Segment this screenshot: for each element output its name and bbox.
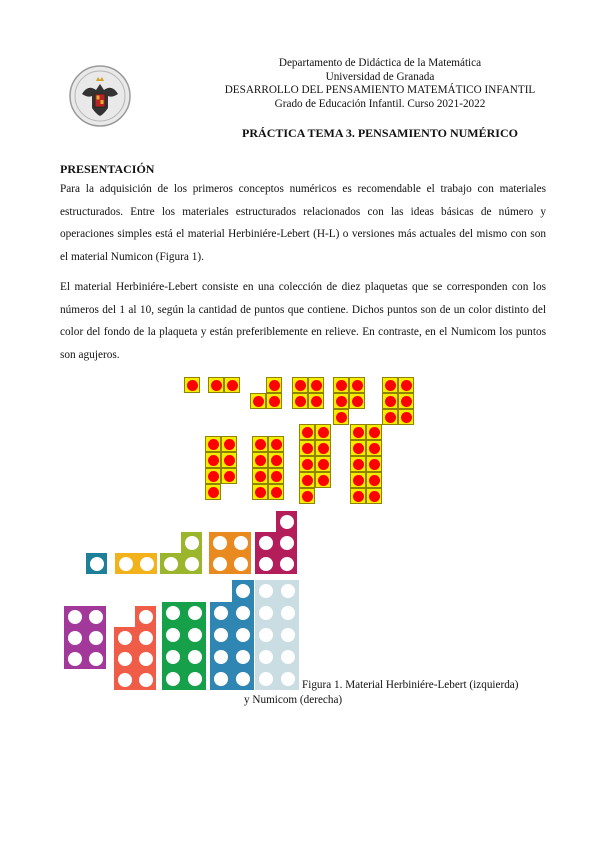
hl-plate-10-cell xyxy=(350,456,366,472)
hl-plate-7-dot xyxy=(224,439,235,450)
numicon-piece-10-hole xyxy=(281,628,295,642)
hl-plate-10-cell xyxy=(366,472,382,488)
hl-plate-5-cell xyxy=(349,393,365,409)
numicon-piece-2-hole xyxy=(119,557,133,571)
hl-plate-7-cell xyxy=(205,452,221,468)
numicon-piece-7-hole xyxy=(139,631,153,645)
numicon-piece-7-hole xyxy=(118,652,132,666)
numicon-piece-7-cell xyxy=(135,627,156,648)
hl-plate-7-cell xyxy=(205,484,221,500)
hl-plate-3-cell xyxy=(266,393,282,409)
numicon-piece-10-hole xyxy=(259,628,273,642)
hl-plate-9-cell xyxy=(299,440,315,456)
hl-plate-10-cell xyxy=(350,440,366,456)
hl-plate-7-cell xyxy=(205,468,221,484)
numicon-piece-9-cell xyxy=(232,668,254,690)
figure-caption: Figura 1. Material Herbiniére-Lebert (izquierda) xyxy=(302,679,519,691)
hl-plate-10-cell xyxy=(350,472,366,488)
numicon-piece-9-cell xyxy=(232,580,254,602)
hl-plate-2-cell xyxy=(208,377,224,393)
hl-plate-6-cell xyxy=(398,393,414,409)
numicon-piece-10-cell xyxy=(277,602,299,624)
hl-plate-6-dot xyxy=(401,396,412,407)
numicon-piece-9-hole xyxy=(236,584,250,598)
hl-plate-7-dot xyxy=(208,471,219,482)
hl-plate-9-dot xyxy=(318,443,329,454)
numicon-piece-6-hole xyxy=(89,610,103,624)
paragraph-intro: Para la adquisición de los primeros conceptos numéricos es recomendable el trabajo con materiales estructurados. Entre los materiales estructurados relacionados con las ideas básicas de número y operaciones simples está el material Herbiniére-Lebert (H-L) o versiones más actuales del mismo con son el material Numicon (Figura 1). xyxy=(60,183,546,263)
hl-plate-3-cell xyxy=(266,377,282,393)
hl-plate-8-dot xyxy=(255,439,266,450)
hl-plate-5-dot xyxy=(352,380,363,391)
numicon-piece-10-hole xyxy=(259,650,273,664)
hl-plate-3-cell xyxy=(250,393,266,409)
hl-plate-5-cell xyxy=(333,409,349,425)
paragraph-herbiniere-description: El material Herbiniére-Lebert consiste en una colección de diez plaquetas que se corresponden con los números del 1 al 10, según la cantidad de puntos que contiene. Dichos puntos son de un color distinto del color del fondo de la plaqueta y están preferiblemente en relieve. En contraste, en el Numicom los puntos son agujeros. xyxy=(60,281,546,361)
numicon-piece-3-hole xyxy=(185,557,199,571)
numicon-piece-6-hole xyxy=(68,631,82,645)
hl-plate-8-cell xyxy=(252,484,268,500)
hl-plate-9-cell xyxy=(315,440,331,456)
hl-plate-9-cell xyxy=(299,472,315,488)
hl-plate-10-dot xyxy=(369,475,380,486)
numicon-piece-6-hole xyxy=(89,631,103,645)
hl-plate-9-dot xyxy=(318,459,329,470)
hl-plate-10-cell xyxy=(350,488,366,504)
hl-plate-9-dot xyxy=(302,475,313,486)
numicon-piece-9-cell xyxy=(232,624,254,646)
numicon-piece-4-cell xyxy=(230,532,251,553)
numicon-piece-7-cell xyxy=(135,648,156,669)
numicon-piece-5-hole xyxy=(280,515,294,529)
numicon-piece-7-hole xyxy=(139,652,153,666)
hl-plate-4-cell xyxy=(308,393,324,409)
hl-plate-6-cell xyxy=(382,377,398,393)
hl-plate-3-dot xyxy=(269,380,280,391)
numicon-piece-5-cell xyxy=(255,532,276,553)
hl-plate-7-dot xyxy=(224,455,235,466)
numicon-piece-9-hole xyxy=(214,628,228,642)
numicon-piece-7-cell xyxy=(114,627,135,648)
numicon-piece-7-hole xyxy=(139,610,153,624)
hl-plate-9-cell xyxy=(299,488,315,504)
numicon-piece-10-hole xyxy=(259,584,273,598)
numicon-piece-4-hole xyxy=(213,557,227,571)
numicon-piece-7-cell xyxy=(135,606,156,627)
numicon-piece-5-hole xyxy=(280,557,294,571)
numicon-piece-6-cell xyxy=(64,648,85,669)
numicon-piece-7-cell xyxy=(114,669,135,690)
numicon-piece-3-hole xyxy=(185,536,199,550)
numicon-piece-10-hole xyxy=(281,584,295,598)
numicon-piece-1-hole xyxy=(90,557,104,571)
hl-plate-5-cell xyxy=(333,393,349,409)
numicon-piece-8-cell xyxy=(162,668,184,690)
hl-plate-4-dot xyxy=(311,380,322,391)
numicon-piece-7-cell xyxy=(114,648,135,669)
numicon-piece-10-cell xyxy=(255,668,277,690)
numicon-piece-8-hole xyxy=(166,672,180,686)
hl-plate-2-cell xyxy=(224,377,240,393)
hl-plate-6-dot xyxy=(401,412,412,423)
hl-plate-8-dot xyxy=(255,487,266,498)
header-university: Universidad de Granada xyxy=(325,70,435,83)
hl-plate-9-cell xyxy=(315,472,331,488)
numicon-piece-8-hole xyxy=(188,628,202,642)
hl-plate-10-dot xyxy=(353,459,364,470)
numicon-piece-6-hole xyxy=(68,652,82,666)
hl-plate-10-dot xyxy=(353,491,364,502)
numicon-piece-8-hole xyxy=(166,650,180,664)
numicon-piece-6-cell xyxy=(64,606,85,627)
numicon-piece-8-cell xyxy=(184,602,206,624)
numicon-piece-9-hole xyxy=(236,628,250,642)
numicon-piece-7-hole xyxy=(139,673,153,687)
numicon-piece-10-cell xyxy=(277,624,299,646)
numicon-piece-4-hole xyxy=(234,557,248,571)
numicon-piece-4-hole xyxy=(213,536,227,550)
hl-plate-9-dot xyxy=(302,427,313,438)
figure-caption-continued: y Numicom (derecha) xyxy=(244,694,343,706)
hl-plate-9-dot xyxy=(318,427,329,438)
hl-plate-9-cell xyxy=(299,456,315,472)
hl-plate-8-cell xyxy=(268,468,284,484)
hl-plate-10-cell xyxy=(366,488,382,504)
hl-plate-9-dot xyxy=(318,475,329,486)
hl-plate-10-dot xyxy=(353,475,364,486)
hl-plate-10-cell xyxy=(350,424,366,440)
numicon-piece-6-cell xyxy=(85,648,106,669)
numicon-piece-9-hole xyxy=(236,606,250,620)
numicon-piece-2-cell xyxy=(115,553,136,574)
numicon-piece-8-hole xyxy=(188,606,202,620)
hl-plate-1-cell xyxy=(184,377,200,393)
hl-plate-5-dot xyxy=(352,396,363,407)
numicon-piece-8-hole xyxy=(166,606,180,620)
hl-plate-5-dot xyxy=(336,380,347,391)
numicon-piece-4-cell xyxy=(209,532,230,553)
numicon-piece-10-cell xyxy=(255,624,277,646)
numicon-piece-4-cell xyxy=(230,553,251,574)
hl-plate-5-dot xyxy=(336,412,347,423)
hl-plate-10-dot xyxy=(369,427,380,438)
hl-plate-7-dot xyxy=(208,455,219,466)
hl-plate-3-dot xyxy=(253,396,264,407)
numicon-piece-2-hole xyxy=(140,557,154,571)
numicon-piece-9-cell xyxy=(232,646,254,668)
hl-plate-6-dot xyxy=(385,380,396,391)
numicon-piece-7-cell xyxy=(135,669,156,690)
numicon-piece-8-hole xyxy=(188,672,202,686)
hl-plate-6-dot xyxy=(401,380,412,391)
numicon-piece-5-cell xyxy=(255,553,276,574)
hl-plate-8-dot xyxy=(271,439,282,450)
hl-plate-6-cell xyxy=(382,409,398,425)
numicon-piece-4-hole xyxy=(234,536,248,550)
hl-plate-8-dot xyxy=(255,471,266,482)
numicon-piece-8-cell xyxy=(184,624,206,646)
header-degree-year: Grado de Educación Infantil. Curso 2021-2022 xyxy=(274,97,486,110)
numicon-piece-8-hole xyxy=(188,650,202,664)
numicon-piece-9-cell xyxy=(210,668,232,690)
numicon-piece-8-cell xyxy=(162,602,184,624)
numicon-piece-9-hole xyxy=(236,650,250,664)
hl-plate-9-cell xyxy=(315,424,331,440)
hl-plate-8-cell xyxy=(268,452,284,468)
numicon-piece-9-cell xyxy=(232,602,254,624)
numicon-piece-6-cell xyxy=(64,627,85,648)
hl-plate-4-dot xyxy=(295,380,306,391)
numicon-piece-10-cell xyxy=(255,646,277,668)
hl-plate-8-cell xyxy=(252,468,268,484)
numicon-piece-10-hole xyxy=(281,606,295,620)
numicon-piece-4-cell xyxy=(209,553,230,574)
hl-plate-5-cell xyxy=(349,377,365,393)
hl-plate-7-dot xyxy=(208,487,219,498)
numicon-piece-9-hole xyxy=(214,672,228,686)
numicon-piece-5-hole xyxy=(280,536,294,550)
numicon-piece-5-hole xyxy=(259,557,273,571)
hl-plate-8-dot xyxy=(271,455,282,466)
hl-plate-6-dot xyxy=(385,412,396,423)
hl-plate-8-dot xyxy=(271,487,282,498)
numicon-piece-10-hole xyxy=(259,672,273,686)
hl-plate-10-cell xyxy=(366,456,382,472)
numicon-piece-9-hole xyxy=(214,606,228,620)
institution-header xyxy=(150,57,600,111)
numicon-piece-9-cell xyxy=(210,602,232,624)
header-course-title: DESARROLLO DEL PENSAMIENTO MATEMÁTICO INFANTIL xyxy=(224,84,536,97)
hl-plate-4-dot xyxy=(311,396,322,407)
hl-plate-6-cell xyxy=(398,409,414,425)
hl-plate-10-dot xyxy=(369,443,380,454)
numicon-piece-1-cell xyxy=(86,553,107,574)
numicon-piece-6-hole xyxy=(68,610,82,624)
numicon-piece-10-hole xyxy=(281,650,295,664)
hl-plate-7-cell xyxy=(221,452,237,468)
section-heading: PRESENTACIÓN xyxy=(60,162,155,176)
hl-plate-10-dot xyxy=(369,491,380,502)
hl-plate-4-cell xyxy=(308,377,324,393)
hl-plate-10-cell xyxy=(366,440,382,456)
numicon-piece-8-hole xyxy=(166,628,180,642)
numicon-piece-9-hole xyxy=(214,650,228,664)
numicon-piece-5-hole xyxy=(259,536,273,550)
hl-plate-6-cell xyxy=(382,393,398,409)
numicon-piece-5-cell xyxy=(276,511,297,532)
numicon-piece-9-cell xyxy=(210,624,232,646)
numicon-piece-6-hole xyxy=(89,652,103,666)
numicon-piece-3-cell xyxy=(160,553,181,574)
numicon-piece-3-cell xyxy=(181,532,202,553)
hl-plate-8-cell xyxy=(268,436,284,452)
hl-plate-8-dot xyxy=(255,455,266,466)
university-crest-logo xyxy=(68,64,132,128)
hl-plate-4-cell xyxy=(292,393,308,409)
numicon-piece-7-hole xyxy=(118,631,132,645)
hl-plate-10-cell xyxy=(366,424,382,440)
numicon-piece-8-cell xyxy=(162,646,184,668)
hl-plate-9-dot xyxy=(302,443,313,454)
numicon-piece-10-cell xyxy=(277,580,299,602)
hl-plate-9-dot xyxy=(302,459,313,470)
numicon-piece-10-cell xyxy=(277,668,299,690)
numicon-piece-8-cell xyxy=(184,646,206,668)
numicon-piece-8-cell xyxy=(162,624,184,646)
hl-plate-10-dot xyxy=(353,427,364,438)
hl-plate-9-cell xyxy=(315,456,331,472)
header-department: Departamento de Didáctica de la Matemática xyxy=(278,57,482,69)
numicon-piece-8-cell xyxy=(184,668,206,690)
hl-plate-7-cell xyxy=(205,436,221,452)
numicon-piece-2-cell xyxy=(136,553,157,574)
numicon-piece-5-cell xyxy=(276,532,297,553)
numicon-piece-10-hole xyxy=(281,672,295,686)
numicon-piece-7-hole xyxy=(118,673,132,687)
hl-plate-2-dot xyxy=(227,380,238,391)
numicon-piece-10-cell xyxy=(255,602,277,624)
hl-plate-5-cell xyxy=(333,377,349,393)
numicon-piece-6-cell xyxy=(85,606,106,627)
hl-plate-9-dot xyxy=(302,491,313,502)
hl-plate-8-dot xyxy=(271,471,282,482)
hl-plate-6-cell xyxy=(398,377,414,393)
hl-plate-10-dot xyxy=(369,459,380,470)
hl-plate-4-dot xyxy=(295,396,306,407)
numicon-piece-10-cell xyxy=(255,580,277,602)
hl-plate-7-cell xyxy=(221,436,237,452)
hl-plate-8-cell xyxy=(252,452,268,468)
numicon-piece-3-hole xyxy=(164,557,178,571)
hl-plate-8-cell xyxy=(252,436,268,452)
hl-plate-1-dot xyxy=(187,380,198,391)
page-title: PRÁCTICA TEMA 3. PENSAMIENTO NUMÉRICO xyxy=(242,126,518,140)
hl-plate-9-cell xyxy=(299,424,315,440)
hl-plate-8-cell xyxy=(268,484,284,500)
hl-plate-5-dot xyxy=(336,396,347,407)
hl-plate-7-dot xyxy=(208,439,219,450)
hl-plate-3-dot xyxy=(269,396,280,407)
hl-plate-10-dot xyxy=(353,443,364,454)
numicon-piece-5-cell xyxy=(276,553,297,574)
numicon-piece-9-hole xyxy=(236,672,250,686)
hl-plate-4-cell xyxy=(292,377,308,393)
hl-plate-2-dot xyxy=(211,380,222,391)
numicon-piece-10-cell xyxy=(277,646,299,668)
numicon-piece-6-cell xyxy=(85,627,106,648)
hl-plate-6-dot xyxy=(385,396,396,407)
hl-plate-7-dot xyxy=(224,471,235,482)
numicon-piece-9-cell xyxy=(210,646,232,668)
numicon-piece-3-cell xyxy=(181,553,202,574)
hl-plate-7-cell xyxy=(221,468,237,484)
numicon-piece-10-hole xyxy=(259,606,273,620)
